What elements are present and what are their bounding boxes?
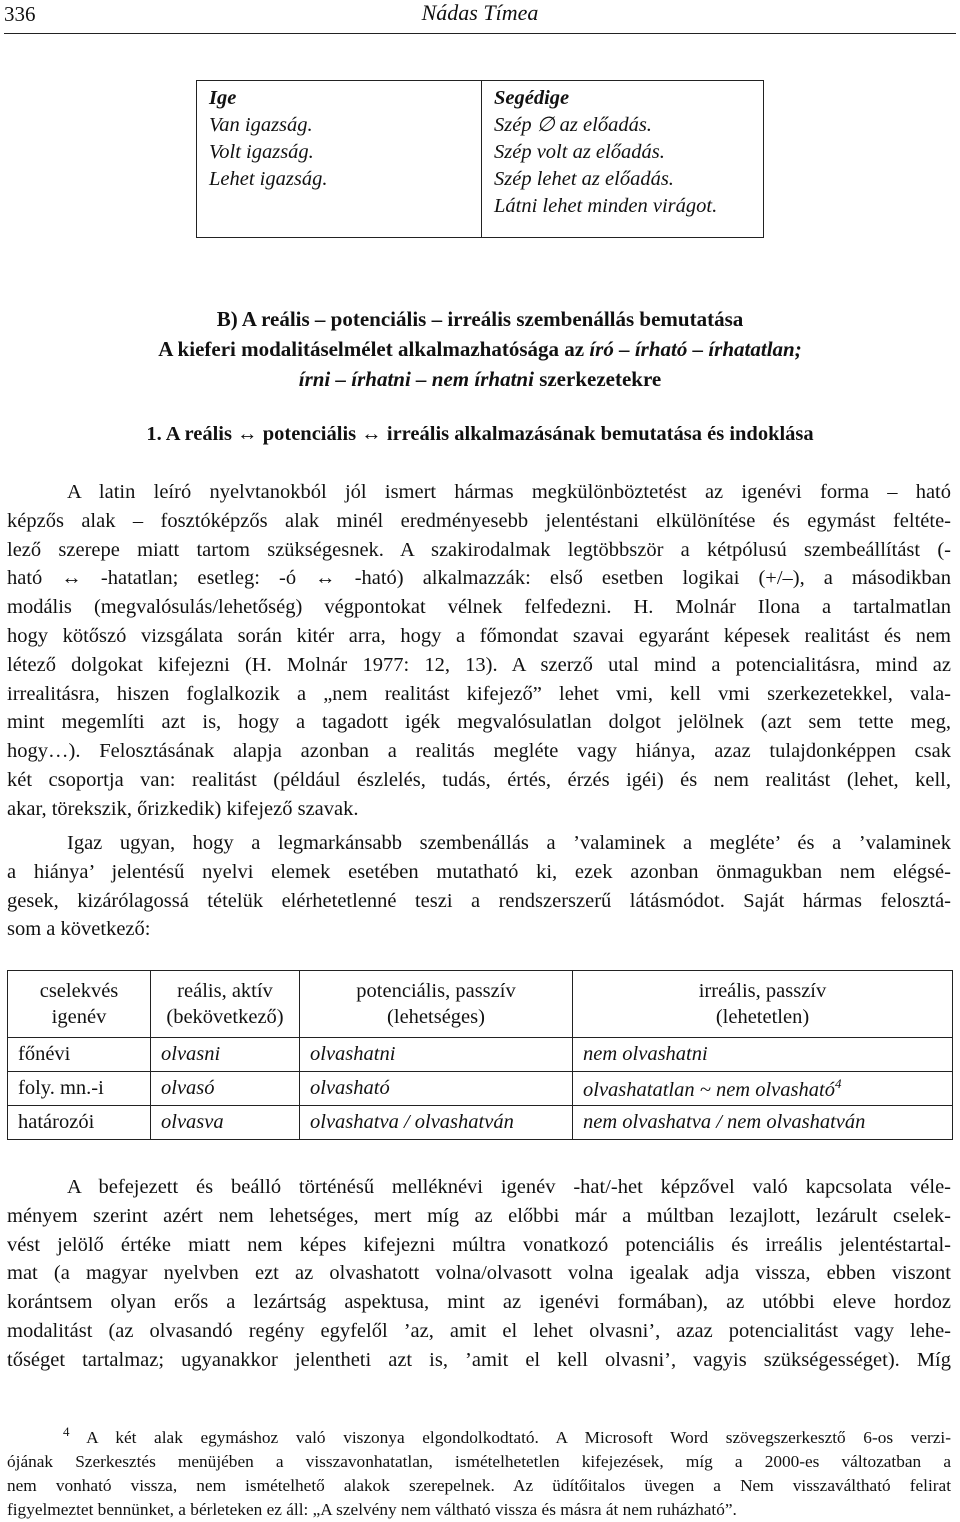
footnote-number: 4	[63, 1424, 70, 1439]
box-right-heading: Segédige	[494, 87, 570, 109]
table-row	[8, 1072, 953, 1106]
table-cell: olvashatni	[300, 1038, 573, 1072]
table-cell: olvasni	[151, 1038, 300, 1072]
box-right-row: Szép volt az előadás.	[494, 141, 665, 163]
heading-text-italic: írni – írhatni – nem írhatni	[298, 367, 534, 391]
header-line: cselekvés	[39, 980, 119, 1002]
text-line: irrealitásra, hiszen foglalkozik a „nem realitást kifejező” lehet vmi, kell vmi szerkezetekkel, vala-	[7, 682, 951, 705]
header-line: (lehetséges)	[387, 1006, 485, 1028]
table-header-cell	[300, 971, 573, 1038]
text-line: hogy kötőszó vizsgálata során kitér arra, hogy a főmondat szavai egyaránt képesek realitást és nem	[7, 624, 951, 647]
footnote-line	[7, 1420, 951, 1450]
table-row	[8, 1038, 953, 1072]
box-right-column	[494, 85, 717, 220]
heading-text: A kieferi modalitáselmélet alkalmazhatósága az	[158, 337, 590, 361]
text-line: modalitást (az olvasandó regény egyfelől ’az, amit el lehet olvasni’, azaz potencialitást vagy lehe-	[7, 1319, 951, 1342]
table-cell	[573, 1072, 953, 1106]
table-row	[8, 1106, 953, 1140]
verb-comparison-box	[196, 80, 764, 238]
text-line: a hiánya’ jelentésű nyelvi elemek esetében mutatható ki, ezek azonban önmagukban nem elégsé-	[7, 860, 951, 883]
table-cell: nem olvashatva / nem olvashatván	[573, 1106, 953, 1140]
footnotes	[7, 1420, 951, 1522]
text-line: ható ↔ -hatatlan; esetleg: -ó ↔ -ható) alkalmazzák: első esetben logikai (+/–), a másodikban	[7, 567, 951, 590]
box-divider	[481, 81, 482, 237]
box-left-column	[209, 85, 327, 193]
table-cell: foly. mn.-i	[8, 1072, 151, 1106]
text-line: tőséget tartalmaz; ugyanakkor jelentheti azt is, ’amit el kell olvasni’, vagyis szükségességet). Míg	[7, 1348, 951, 1371]
table-cell: olvashatva / olvashatván	[300, 1106, 573, 1140]
box-left-row: Van igazság.	[209, 114, 313, 136]
section-heading	[0, 304, 960, 394]
footnote-ref: 4	[834, 1075, 842, 1091]
heading-text-italic: író – írható – írhatatlan;	[589, 337, 802, 361]
paragraph-2	[7, 829, 951, 944]
text-line: ményem szerint azért nem lehetséges, mert míg az előbbi már a múltban lezajlott, lezárult cselek-	[7, 1204, 951, 1227]
box-right-row: Szép ∅ az előadás.	[494, 114, 652, 136]
box-left-heading: Ige	[209, 87, 237, 109]
text-line: Igaz ugyan, hogy a legmarkánsabb szembenállás a ’valaminek a megléte’ és a ’valaminek	[67, 832, 951, 854]
table-header-cell	[8, 971, 151, 1038]
table-cell: főnévi	[8, 1038, 151, 1072]
section-heading-line	[0, 364, 960, 394]
text-line: létező dolgokat kifejezni (H. Molnár 1977: 12, 13). A szerző utal mind a potencialitásra, mind az	[7, 653, 951, 676]
section-heading-line	[0, 334, 960, 364]
heading-text: szerkezetekre	[533, 367, 662, 391]
text-line: gesek, kizárólagossá tételük elérhetetlenné teszi a rendszerszerű látásmódot. Saját hármas felosztá-	[7, 889, 951, 912]
table-cell: határozói	[8, 1106, 151, 1140]
header-line: reális, aktív	[177, 980, 273, 1002]
sub-heading-text: irreális alkalmazásának bemutatása és indoklása	[381, 423, 814, 445]
footnote-line: nem vonható vissza, nem ismételhető alakok szerepelnek. Az üdítőitalos üvegen a Nem visszaváltható felirat	[7, 1475, 951, 1495]
header-line: irreális, passzív	[698, 980, 827, 1002]
table-cell: olvasó	[151, 1072, 300, 1106]
box-left-row: Lehet igazság.	[209, 168, 328, 190]
text-line: mint megemlíti azt is, hogy a tagadott igék megvalósulatlan dolgot jelölnek (azt sem tette meg,	[7, 711, 951, 734]
footnote-text: A két alak egymáshoz való viszonya elgondolkodtató. A Microsoft Word szövegszerkesztő 6-os verzi-	[86, 1427, 951, 1447]
paragraph-3	[7, 1173, 951, 1375]
running-title: Nádas Tímea	[421, 0, 539, 25]
header-line: igenév	[51, 1006, 107, 1028]
double-arrow-icon: ↔	[361, 423, 382, 445]
section-heading-line: B) A reális – potenciális – irreális szembenállás bemutatása	[216, 307, 744, 331]
text-line: som a következő:	[7, 918, 151, 941]
footnote-line: figyelmeztet bennünket, a bérleteken ez áll: „A szelvény nem váltható vissza és másra át nem ruházható”.	[7, 1499, 737, 1519]
text-line: korántsem olyan erős a lezártság aspektusa, mint az igenévi formában), az utóbbi eleve hordoz	[7, 1291, 951, 1314]
box-left-row: Volt igazság.	[209, 141, 314, 163]
header-line: potenciális, passzív	[356, 980, 516, 1002]
sub-heading-text: 1. A reális	[146, 423, 238, 445]
table-header-cell	[151, 971, 300, 1038]
table-cell: olvasható	[300, 1072, 573, 1106]
header-line: (bekövetkező)	[166, 1006, 284, 1028]
text-line: vést jelölő értéke miatt nem képes kifejezni múltra vonatkozó potenciális és irreális jelentéstartal-	[7, 1233, 951, 1256]
footnote-line: ójának Szerkesztés menüjében a visszavonhatatlan, ismételhetetlen kifejezések, míg a 2000-es változatban a	[7, 1451, 951, 1471]
text-line: A befejezett és beálló történésű melléknévi igenév -hat/-het képzővel való kapcsolata véle-	[67, 1176, 951, 1198]
text-line: mat (a magyar nyelvben ezt az olvashatott volna/olvasott volna igealak adja vissza, ebben viszont	[7, 1262, 951, 1285]
double-arrow-icon: ↔	[237, 423, 258, 445]
paragraph-1	[7, 478, 951, 824]
text-line: akar, törekszik, őrizkedik) kifejező szavak.	[7, 797, 359, 820]
box-right-row: Látni lehet minden virágot.	[494, 195, 718, 217]
sub-heading-text: potenciális	[257, 423, 362, 445]
text-line: modális (megvalósulás/lehetőség) végpontokat vélnek felfedezni. H. Molnár Ilona a tartalmatlan	[7, 596, 951, 619]
participle-forms-table	[7, 970, 953, 1140]
text-line: képzős alak – fosztóképzős alak minél eredményesebb jelentéstani elkülönítése és egymást feltéte-	[7, 509, 951, 532]
table-cell: olvasva	[151, 1106, 300, 1140]
text-line: lező szerepe miatt tartom szükségesnek. A szakirodalmak legtöbbször a kétpólusú szembeállítást (-	[7, 538, 951, 561]
table-header-cell	[573, 971, 953, 1038]
page-number: 336	[4, 2, 36, 26]
text-line: A latin leíró nyelvtanokból jól ismert hármas megkülönböztetést az igenévi forma – ható	[67, 481, 951, 503]
box-right-row: Szép lehet az előadás.	[494, 168, 674, 190]
header-line: (lehetetlen)	[715, 1006, 810, 1028]
cell-text: olvashatatlan ~ nem olvasható	[583, 1078, 835, 1101]
header-rule	[4, 33, 956, 34]
text-line: hogy…). Felosztásának alapja azonban a realitás megléte vagy hiánya, azaz tulajdonképpen csak	[7, 740, 951, 763]
sub-heading	[0, 423, 960, 446]
table-cell: nem olvashatni	[573, 1038, 953, 1072]
text-line: két csoportja van: realitást (például észlelés, tudás, értés, érzés igéi) és nem realitást (lehet, kell,	[7, 768, 951, 791]
table-header-row	[8, 971, 953, 1038]
